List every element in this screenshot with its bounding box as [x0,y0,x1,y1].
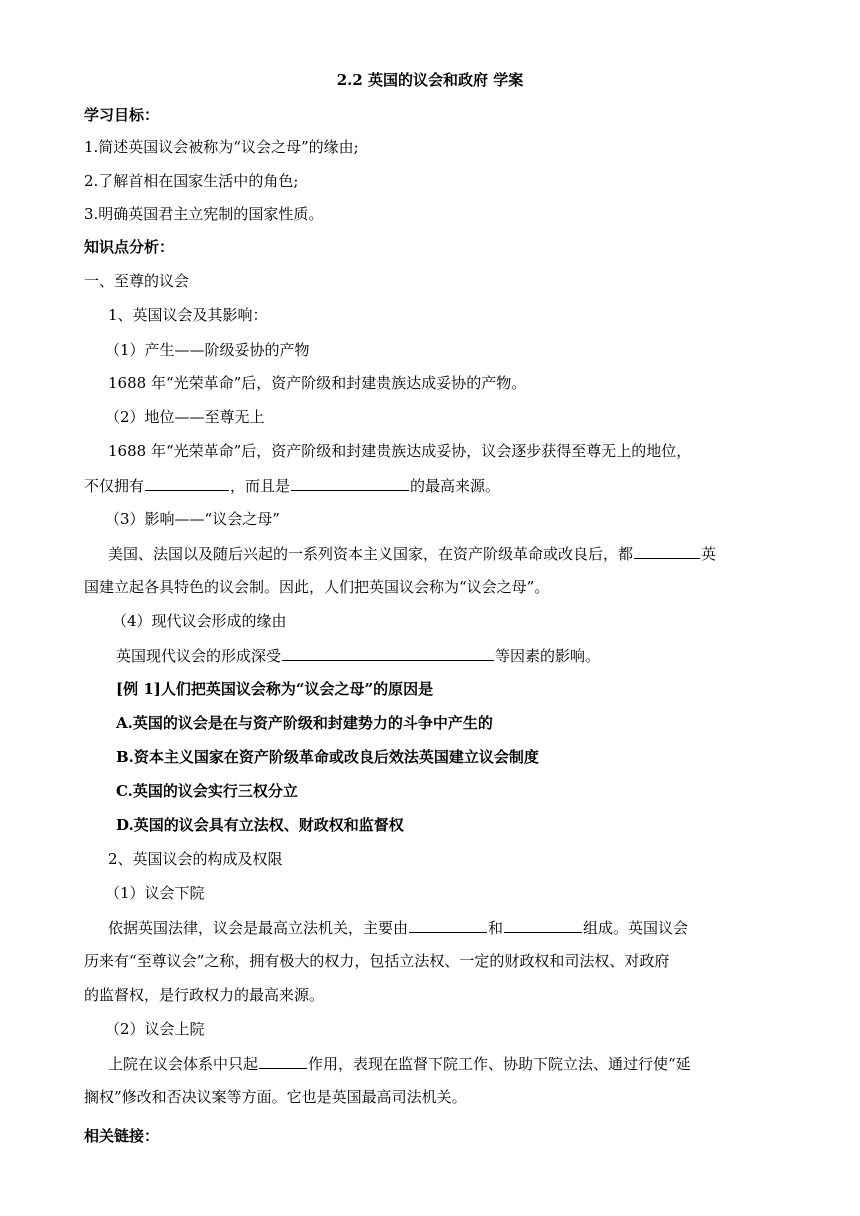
text-segment: 依据英国法律，议会是最高立法机关，主要由 [108,919,409,937]
text-segment: 组成。英国议会 [583,919,689,937]
item4-heading: （4）现代议会形成的缘由 [112,612,287,630]
objective-item: 2.了解首相在国家生活中的角色; [84,172,299,190]
text-segment: 不仅拥有 [84,477,145,495]
text-segment: 作用，表现在监督下院工作、协助下院立法、通过行使“延 [308,1055,691,1073]
item3-text-line2: 国建立起各具特色的议会制。因此，人们把英国议会称为“议会之母”。 [84,578,550,596]
fill-blank[interactable] [291,475,409,491]
item1-heading: （1）产生——阶级妥协的产物 [105,341,310,359]
analysis-heading: 知识点分析： [84,238,175,256]
fill-blank[interactable] [504,917,582,933]
text-segment: 等因素的影响。 [495,647,601,665]
fill-blank[interactable] [259,1053,307,1069]
item1-text: 1688 年“光荣革命”后，资产阶级和封建贵族达成妥协的产物。 [108,374,527,392]
text-segment: 和 [488,919,504,937]
sub1-heading: 1、英国议会及其影响： [108,306,268,324]
text-segment: ，而且是 [230,477,291,495]
item3-text-line1 [108,543,716,564]
links-heading: 相关链接： [84,1127,160,1145]
objective-item: 3.明确英国君主立宪制的国家性质。 [84,205,324,223]
part1-heading: 一、至尊的议会 [84,272,190,290]
fill-blank[interactable] [634,543,700,559]
fill-blank[interactable] [145,475,229,491]
upper-house-heading: （2）议会上院 [105,1020,205,1038]
lower-house-text-line2: 历来有“至尊议会”之称，拥有极大的权力，包括立法权、一定的财政权和司法权、对政府 [84,952,670,970]
sub2-heading: 2、英国议会的构成及权限 [108,850,283,868]
fill-blank[interactable] [409,917,487,933]
upper-house-text-line1 [108,1053,691,1074]
item4-text [116,645,600,666]
text-segment: 英国现代议会的形成深受 [116,647,282,665]
lower-house-text-line1 [108,917,688,938]
item2-text-line2 [84,475,500,496]
upper-house-text-line2: 搁权”修改和否决议案等方面。它也是英国最高司法机关。 [84,1088,467,1106]
item2-text-line1: 1688 年“光荣革命”后，资产阶级和封建贵族达成妥协，议会逐步获得至尊无上的地位， [108,442,692,460]
objectives-heading: 学习目标： [84,106,160,124]
lower-house-heading: （1）议会下院 [105,884,205,902]
example-option[interactable]: D.英国的议会具有立法权、财政权和监督权 [116,816,404,834]
example-option[interactable]: A.英国的议会是在与资产阶级和封建势力的斗争中产生的 [116,714,493,732]
item2-heading: （2）地位——至尊无上 [105,408,265,426]
example-question: [例 1]人们把英国议会称为“议会之母”的原因是 [116,680,434,698]
objective-item: 1.简述英国议会被称为“议会之母”的缘由; [84,138,359,156]
item3-heading: （3）影响——“议会之母” [105,510,280,528]
text-segment: 英 [701,545,717,563]
example-option[interactable]: C.英国的议会实行三权分立 [116,782,298,800]
example-option[interactable]: B.资本主义国家在资产阶级革命或改良后效法英国建立议会制度 [116,748,539,766]
text-segment: 的最高来源。 [410,477,501,495]
lower-house-text-line3: 的监督权，是行政权力的最高来源。 [84,986,325,1004]
text-segment: 上院在议会体系中只起 [108,1055,259,1073]
page-title: 2.2 英国的议会和政府 学案 [336,71,524,89]
text-segment: 美国、法国以及随后兴起的一系列资本主义国家，在资产阶级革命或改良后，都 [108,545,634,563]
fill-blank[interactable] [282,645,494,661]
